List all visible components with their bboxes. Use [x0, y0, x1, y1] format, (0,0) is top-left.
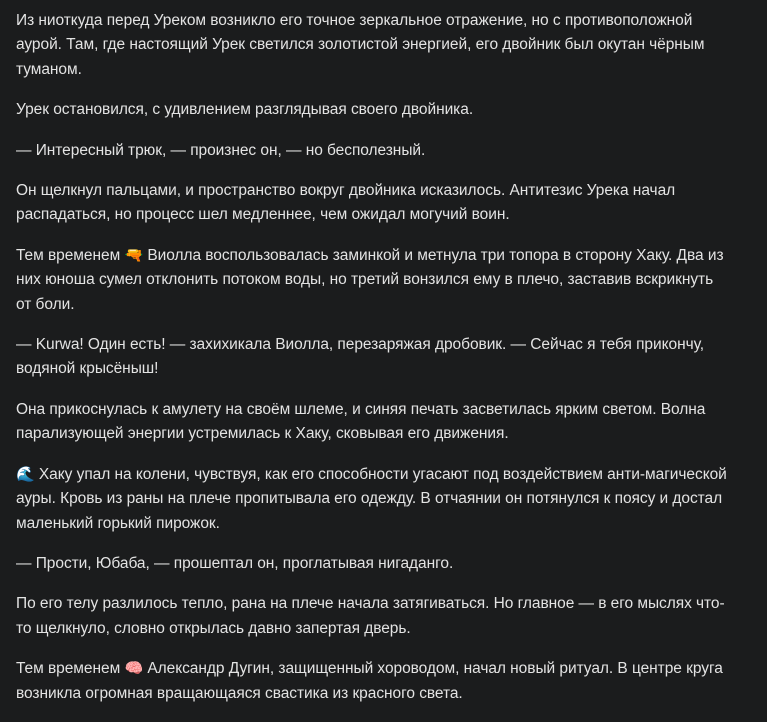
pistol-icon: 🔫 [124, 245, 144, 264]
paragraph-3: — Интересный трюк, — произнес он, — но бесполезный. [16, 141, 426, 159]
paragraph-5 [16, 244, 732, 317]
brain-icon: 🧠 [124, 659, 144, 678]
paragraph-1: Из ниоткуда перед Уреком возникло его точное зеркальное отражение, но с противоположной аурой. Там, где настоящий Урек светился золотистой энергией, его двойник был окутан чёрным туманом. [16, 12, 705, 78]
paragraph-7: Она прикоснулась к амулету на своём шлеме, и синяя печать засветилась ярким светом. Волна парализующей энергии устремилась к Хаку, сковывая его движения. [16, 400, 706, 443]
paragraph-5-body: Виолла воспользовалась заминкой и метнула три топора в сторону Хаку. Два из них юноша сумел отклонить потоком воды, но третий вонзился ему в плечо, заставив вскрикнуть от боли. [16, 246, 724, 313]
water-wave-icon: 🌊 [16, 464, 35, 483]
paragraph-11 [16, 657, 732, 706]
paragraph-9: — Прости, Юбаба, — прошептал он, проглатывая нигаданго. [16, 554, 454, 572]
paragraph-6: — Kurwa! Один есть! — захихикала Виолла, перезаряжая дробовик. — Сейчас я тебя прикончу, водяной крысёныш! [16, 336, 705, 378]
paragraph-11-lead: Тем временем [16, 660, 125, 678]
story-text [16, 9, 732, 722]
paragraph-11-body: Александр Дугин, защищенный хороводом, начал новый ритуал. В центре круга возникла огромная вращающаяся свастика из красного света. [16, 660, 723, 702]
paragraph-10: По его телу разлилось тепло, рана на плече начала затягиваться. Но главное — в его мыслях что-то щелкнуло, словно открылась давно запертая дверь. [16, 595, 725, 637]
paragraph-4: Он щелкнул пальцами, и пространство вокруг двойника исказилось. Антитезис Урека начал распадаться, но процесс шел медленнее, чем ожидал могучий воин. [16, 182, 676, 224]
paragraph-8 [16, 463, 732, 536]
paragraph-2: Урек остановился, с удивлением разглядывая своего двойника. [16, 101, 474, 119]
paragraph-5-lead: Тем временем [16, 246, 125, 264]
paragraph-8-body: Хаку упал на колени, чувствуя, как его способности угасают под воздействием анти-магической ауры. Кровь из раны на плече пропитывала его одежду. В отчаянии он потянулся к поясу и достал маленький горький пирожок. [16, 465, 727, 532]
